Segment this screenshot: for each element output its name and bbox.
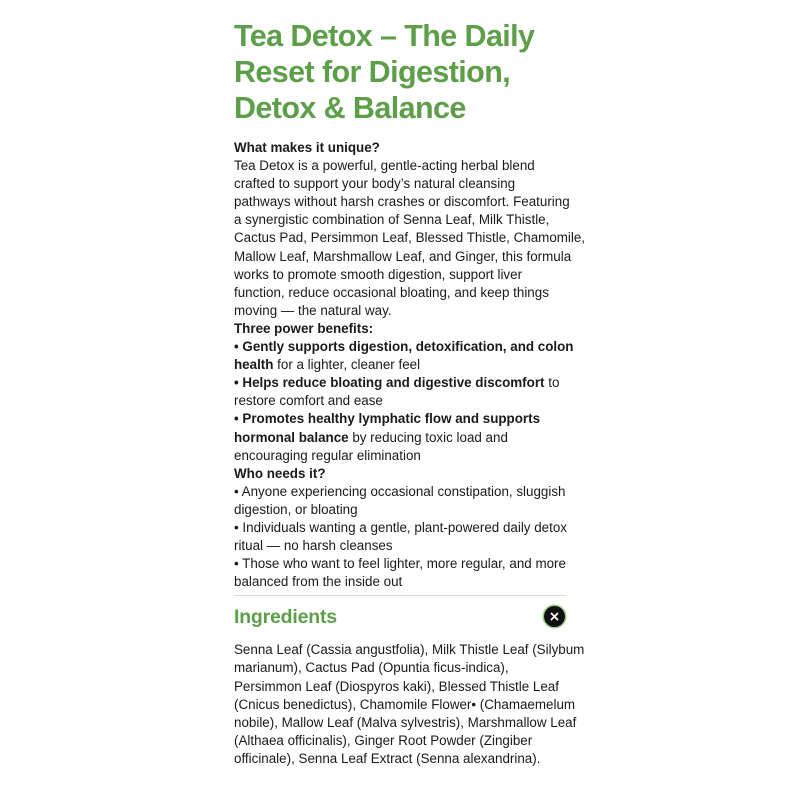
benefit-item-1 xyxy=(234,338,574,356)
description-line: a synergistic combination of Senna Leaf, Milk Thistle, xyxy=(234,212,550,228)
benefit-bold-text: • Helps reduce bloating and digestive discomfort xyxy=(234,375,545,391)
ingredients-heading: Ingredients xyxy=(234,606,337,629)
benefit-item-1-cont xyxy=(234,356,566,374)
product-title-line: Reset for Digestion, xyxy=(234,55,511,89)
ingredients-line: (Althaea officinalis), Ginger Root Powder (Zingiber xyxy=(234,732,533,748)
ingredients-line: officinale), Senna Leaf Extract (Senna alexandrina). xyxy=(234,750,541,766)
ingredients-line: Senna Leaf (Cassia angustfolia), Milk Thistle Leaf (Silybum xyxy=(234,642,585,658)
description-line: works to promote smooth digestion, support liver xyxy=(234,266,523,282)
close-icon xyxy=(550,612,559,621)
description-line: crafted to support your body’s natural cleansing xyxy=(234,176,516,192)
benefit-text: to xyxy=(544,375,560,391)
ingredients-line: marianum), Cactus Pad (Opuntia ficus-indica), xyxy=(234,660,509,676)
benefit-item-3-cont xyxy=(234,429,566,447)
ingredients-body xyxy=(234,641,585,768)
benefit-item-2-cont: restore comfort and ease xyxy=(234,393,383,409)
unique-heading: What makes it unique? xyxy=(234,140,380,155)
benefit-text: by reducing toxic load and xyxy=(348,429,508,445)
ingredients-close-button[interactable] xyxy=(544,606,565,627)
description-line: Mallow Leaf, Marshmallow Leaf, and Ginger, this formula xyxy=(234,248,572,264)
benefit-bold-text: hormonal balance xyxy=(234,429,349,445)
benefit-item-3-cont: encouraging regular elimination xyxy=(234,447,421,463)
product-title-line: Detox & Balance xyxy=(234,91,466,125)
description-line: Tea Detox is a powerful, gentle-acting herbal blend xyxy=(234,158,535,174)
audience-line: ritual — no harsh cleanses xyxy=(234,538,393,554)
description-line: function, reduce occasional bloating, and keep things xyxy=(234,284,549,300)
ingredients-line: Persimmon Leaf (Diospyros kaki), Blessed Thistle Leaf xyxy=(234,678,559,694)
benefits-heading: Three power benefits: xyxy=(234,320,374,336)
product-title-line: Tea Detox – The Daily xyxy=(234,19,535,53)
audience-heading: Who needs it? xyxy=(234,465,326,481)
product-description xyxy=(234,139,586,591)
description-line: Cactus Pad, Persimmon Leaf, Blessed Thistle, Chamomile, xyxy=(234,230,586,246)
ingredients-accordion-header[interactable] xyxy=(234,596,566,636)
benefit-bold-text: health xyxy=(234,357,274,373)
benefit-bold-text: • Gently supports digestion, detoxification, and colon xyxy=(234,339,574,355)
ingredients-line: (Cnicus benedictus), Chamomile Flower• (Chamaemelum xyxy=(234,696,576,712)
description-line: moving — the natural way. xyxy=(234,302,392,318)
benefit-text: for a lighter, cleaner feel xyxy=(273,357,421,373)
audience-line: balanced from the inside out xyxy=(234,574,403,590)
audience-line: digestion, or bloating xyxy=(234,501,358,517)
benefit-bold-text: • Promotes healthy lymphatic flow and supports xyxy=(234,411,541,427)
audience-line: • Individuals wanting a gentle, plant-powered daily detox xyxy=(234,519,567,535)
audience-line: • Those who want to feel lighter, more regular, and more xyxy=(234,556,566,572)
benefit-item-2 xyxy=(234,374,566,392)
description-line: pathways without harsh crashes or discomfort. Featuring xyxy=(234,194,570,210)
ingredients-line: nobile), Mallow Leaf (Malva sylvestris), Marshmallow Leaf xyxy=(234,714,577,730)
product-title xyxy=(234,18,566,126)
benefit-item-3 xyxy=(234,410,566,428)
audience-line: • Anyone experiencing occasional constipation, sluggish xyxy=(234,483,566,499)
product-content xyxy=(234,18,586,768)
